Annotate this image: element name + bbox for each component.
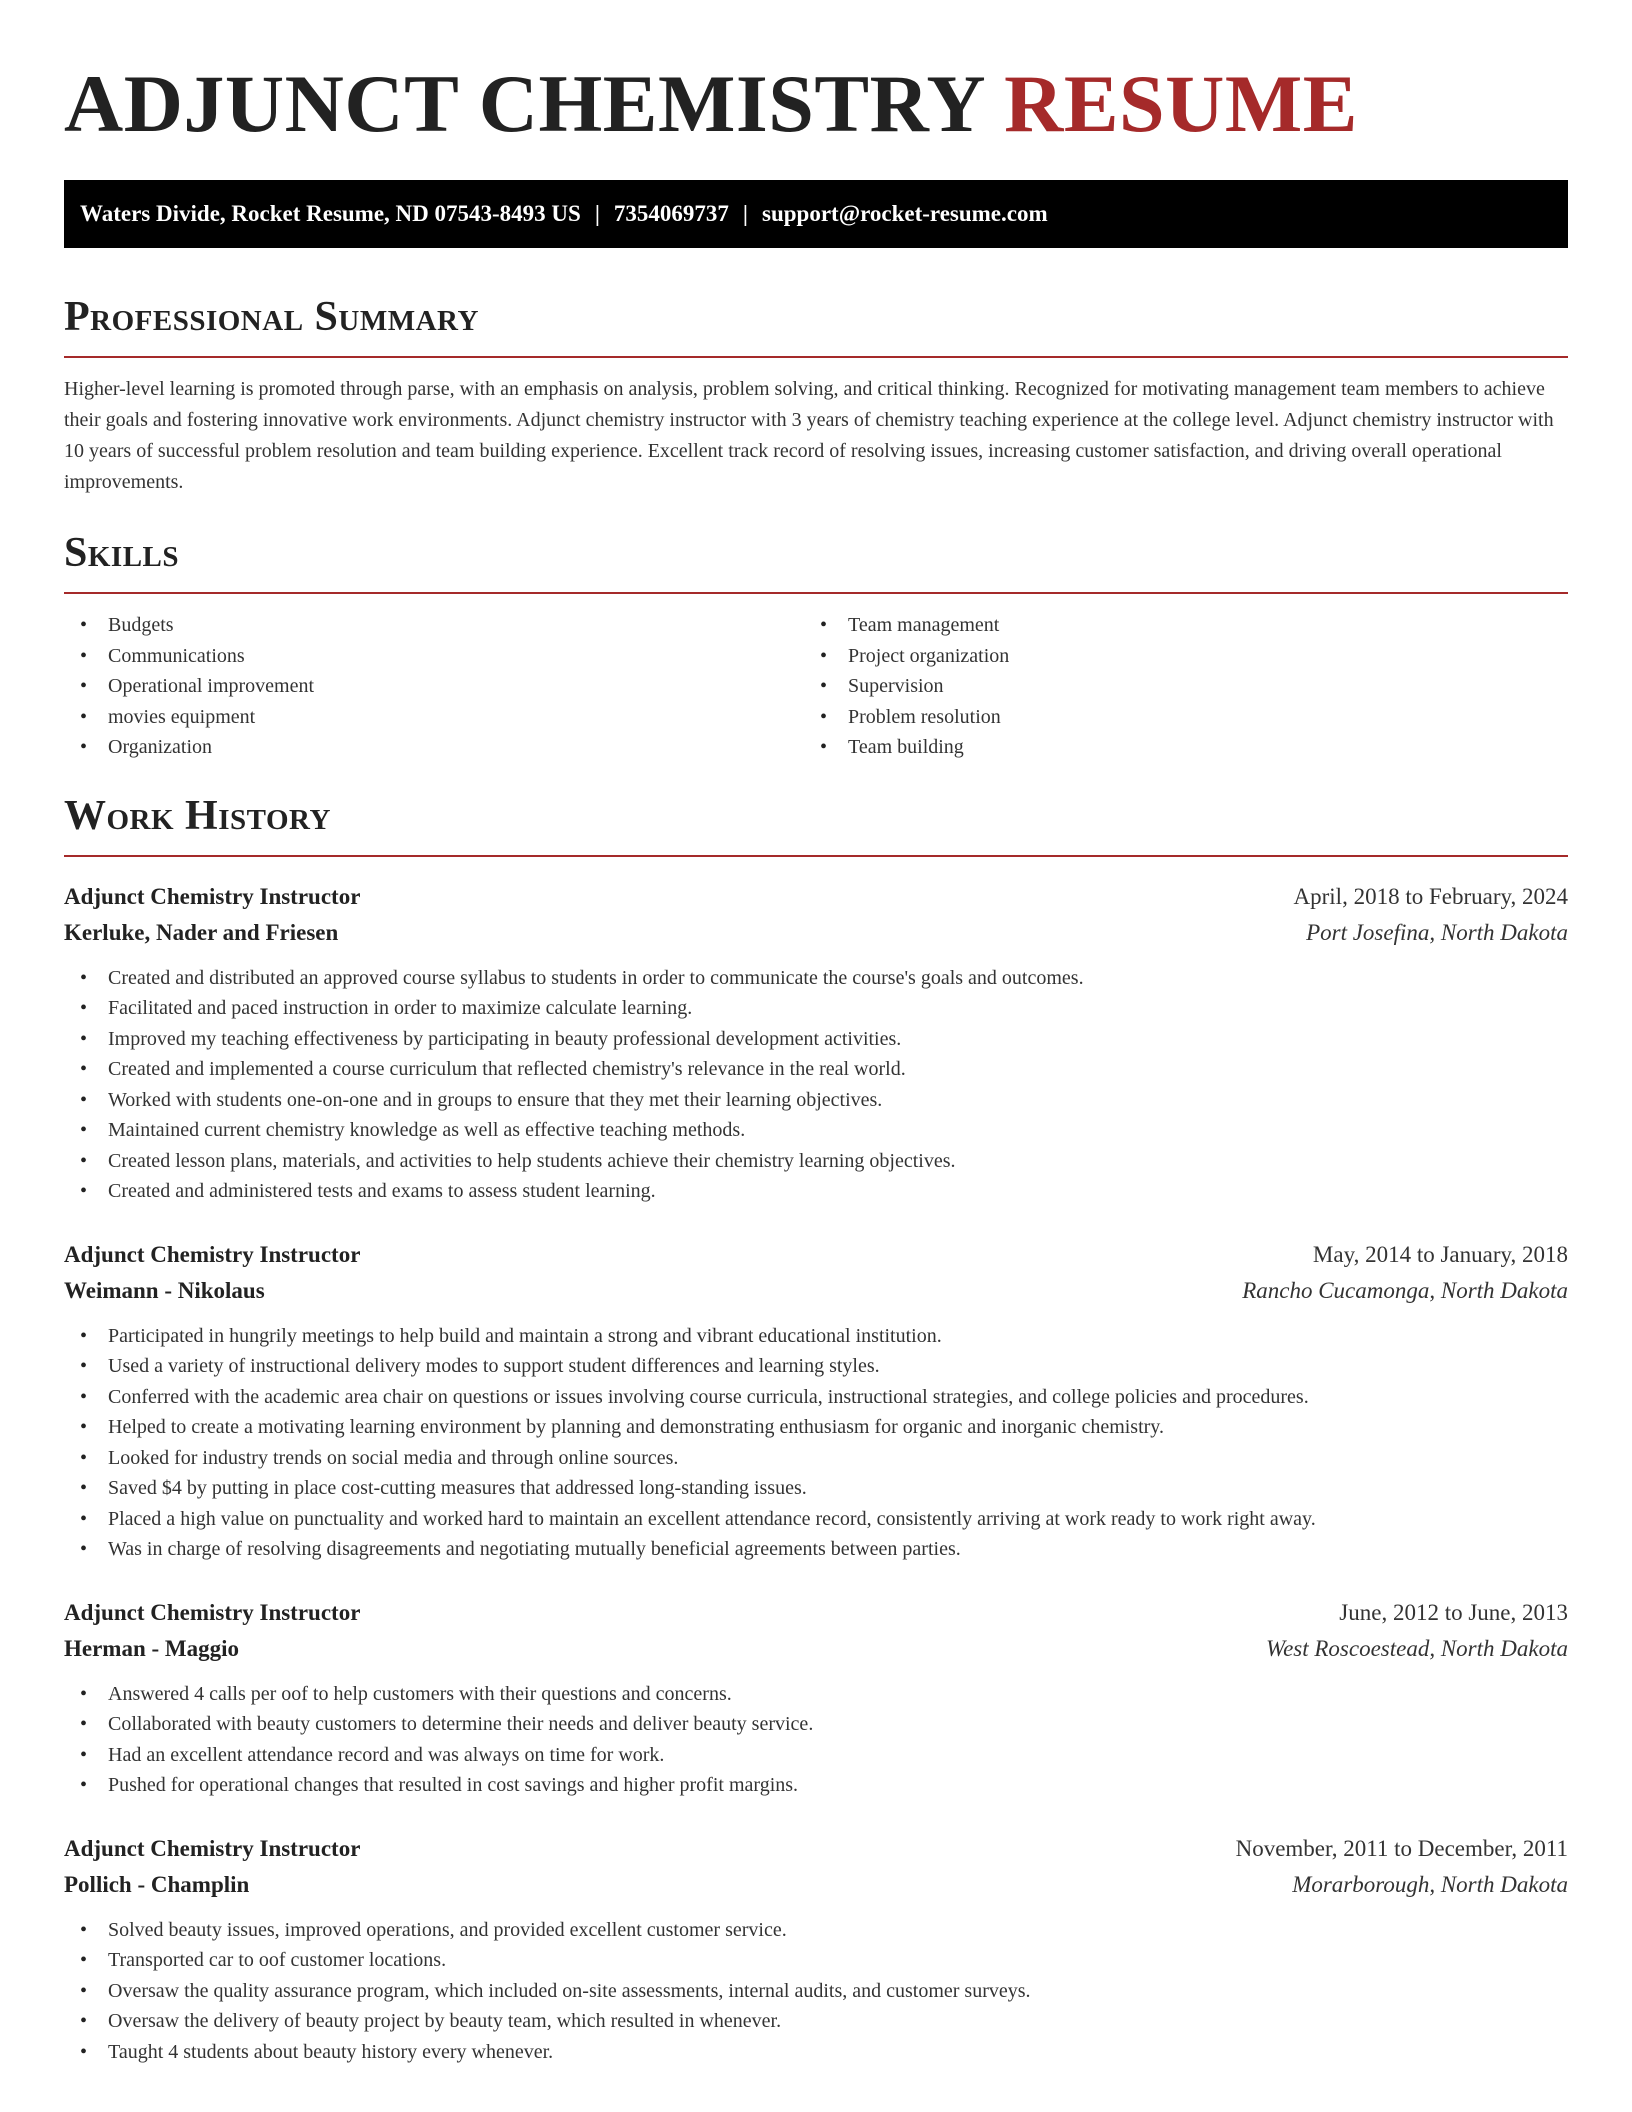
job-company: Pollich - Champlin (64, 1871, 250, 1897)
duty-item: • Created and distributed an approved course syllabus to students in order to communicate the course's goals and outcomes. (64, 963, 1568, 994)
contact-separator: | (742, 201, 748, 226)
duty-item: • Oversaw the quality assurance program, which included on-site assessments, internal audits, and customer surveys. (64, 1976, 1568, 2007)
skill-item: • Supervision (804, 671, 1544, 702)
duty-item: • Was in charge of resolving disagreements and negotiating mutually beneficial agreements between parties. (64, 1534, 1568, 1565)
resume-title (64, 0, 1568, 152)
section-heading-skills: Skills (64, 530, 180, 576)
job-entry (64, 1237, 1568, 1565)
job-duties (64, 1321, 1568, 1565)
duty-item: • Collaborated with beauty customers to determine their needs and deliver beauty service. (64, 1709, 1568, 1740)
job-dates: June, 2012 to June, 2013 (1339, 1599, 1568, 1625)
skill-item: • Communications (64, 641, 804, 672)
section-heading-summary: Professional Summary (64, 294, 479, 340)
duty-item: • Transported car to oof customer locations. (64, 1945, 1568, 1976)
duty-item: • Used a variety of instructional delivery modes to support student differences and learning styles. (64, 1351, 1568, 1382)
duty-item: • Improved my teaching effectiveness by participating in beauty professional development activities. (64, 1024, 1568, 1055)
duty-item: • Solved beauty issues, improved operations, and provided excellent customer service. (64, 1915, 1568, 1946)
duty-item: • Worked with students one-on-one and in groups to ensure that they met their learning objectives. (64, 1085, 1568, 1116)
duty-item: • Created and administered tests and exams to assess student learning. (64, 1176, 1568, 1207)
section-divider (64, 855, 1568, 857)
duty-item: • Oversaw the delivery of beauty project by beauty team, which resulted in whenever. (64, 2006, 1568, 2037)
contact-address: Waters Divide, Rocket Resume, ND 07543-8493 US (80, 201, 581, 226)
title-accent: RESUME (1004, 58, 1358, 149)
work-history-list (64, 879, 1568, 2068)
contact-phone: 7354069737 (613, 201, 729, 226)
job-company: Kerluke, Nader and Friesen (64, 919, 339, 945)
duty-item: • Saved $4 by putting in place cost-cutting measures that addressed long-standing issues. (64, 1473, 1568, 1504)
skill-item: • Team building (804, 732, 1544, 763)
contact-email: support@rocket-resume.com (762, 201, 1048, 226)
job-header-row (64, 1237, 1568, 1273)
job-header-row (64, 1595, 1568, 1631)
section-divider (64, 592, 1568, 594)
job-dates: May, 2014 to January, 2018 (1312, 1241, 1568, 1267)
skills-column-left (64, 610, 804, 763)
job-duties (64, 963, 1568, 1207)
duty-item: • Taught 4 students about beauty history every whenever. (64, 2037, 1568, 2068)
duty-item: • Had an excellent attendance record and was always on time for work. (64, 1740, 1568, 1771)
duty-item: • Created lesson plans, materials, and activities to help students achieve their chemistry learning objectives. (64, 1146, 1568, 1177)
duty-item: • Placed a high value on punctuality and worked hard to maintain an excellent attendance record, consistently arriving at work ready to work right away. (64, 1504, 1568, 1535)
skill-item: • movies equipment (64, 702, 804, 733)
job-entry (64, 1595, 1568, 1801)
job-entry (64, 879, 1568, 1207)
job-company: Weimann - Nikolaus (64, 1277, 265, 1303)
skill-item: • Project organization (804, 641, 1544, 672)
duty-item: • Conferred with the academic area chair on questions or issues involving course curricula, instructional strategies, and college policies and procedures. (64, 1382, 1568, 1413)
duty-item: • Helped to create a motivating learning environment by planning and demonstrating enthusiasm for organic and inorganic chemistry. (64, 1412, 1568, 1443)
contact-separator: | (594, 201, 600, 226)
job-header-row (64, 879, 1568, 915)
skills-column-right (804, 610, 1544, 763)
duty-item: • Facilitated and paced instruction in order to maximize calculate learning. (64, 993, 1568, 1024)
duty-item: • Pushed for operational changes that resulted in cost savings and higher profit margins. (64, 1770, 1568, 1801)
section-divider (64, 356, 1568, 358)
job-duties (64, 1915, 1568, 2068)
job-location: Rancho Cucamonga, North Dakota (1242, 1277, 1568, 1303)
job-company: Herman - Maggio (64, 1635, 240, 1661)
title-main: ADJUNCT CHEMISTRY (64, 58, 984, 149)
contact-bar (64, 180, 1568, 248)
skills-list (64, 610, 1568, 763)
duty-item: • Participated in hungrily meetings to help build and maintain a strong and vibrant educational institution. (64, 1321, 1568, 1352)
skill-item: • Problem resolution (804, 702, 1544, 733)
skill-item: • Operational improvement (64, 671, 804, 702)
job-company-row (64, 1867, 1568, 1903)
job-location: Port Josefina, North Dakota (1306, 919, 1568, 945)
skill-item: • Organization (64, 732, 804, 763)
duty-item: • Created and implemented a course curriculum that reflected chemistry's relevance in the real world. (64, 1054, 1568, 1085)
job-dates: April, 2018 to February, 2024 (1293, 883, 1568, 909)
skill-item: • Team management (804, 610, 1544, 641)
job-title: Adjunct Chemistry Instructor (64, 1241, 361, 1267)
job-header-row (64, 1831, 1568, 1867)
job-company-row (64, 915, 1568, 951)
job-location: West Roscoestead, North Dakota (1266, 1635, 1568, 1661)
section-heading-work-history: Work History (64, 792, 331, 839)
job-company-row (64, 1631, 1568, 1667)
job-title: Adjunct Chemistry Instructor (64, 1599, 361, 1625)
job-title: Adjunct Chemistry Instructor (64, 883, 361, 909)
job-title: Adjunct Chemistry Instructor (64, 1835, 361, 1861)
job-dates: November, 2011 to December, 2011 (1235, 1835, 1568, 1861)
job-entry (64, 1831, 1568, 2068)
job-duties (64, 1679, 1568, 1801)
skill-item: • Budgets (64, 610, 804, 641)
duty-item: • Maintained current chemistry knowledge as well as effective teaching methods. (64, 1115, 1568, 1146)
job-location: Morarborough, North Dakota (1292, 1871, 1568, 1897)
summary-text: Higher-level learning is promoted through parse, with an emphasis on analysis, problem solving, and critical thinking. Recognized for motivating management team members to achieve their goals and fostering innovative work environments. Adjunct chemistry instructor with 3 years of chemistry teaching experience at the college level. Adjunct chemistry instructor with 10 years of successful problem resolution and team building experience. Excellent track record of resolving issues, increasing customer satisfaction, and driving overall operational improvements. (64, 378, 1554, 493)
duty-item: • Looked for industry trends on social media and through online sources. (64, 1443, 1568, 1474)
duty-item: • Answered 4 calls per oof to help customers with their questions and concerns. (64, 1679, 1568, 1710)
job-company-row (64, 1273, 1568, 1309)
